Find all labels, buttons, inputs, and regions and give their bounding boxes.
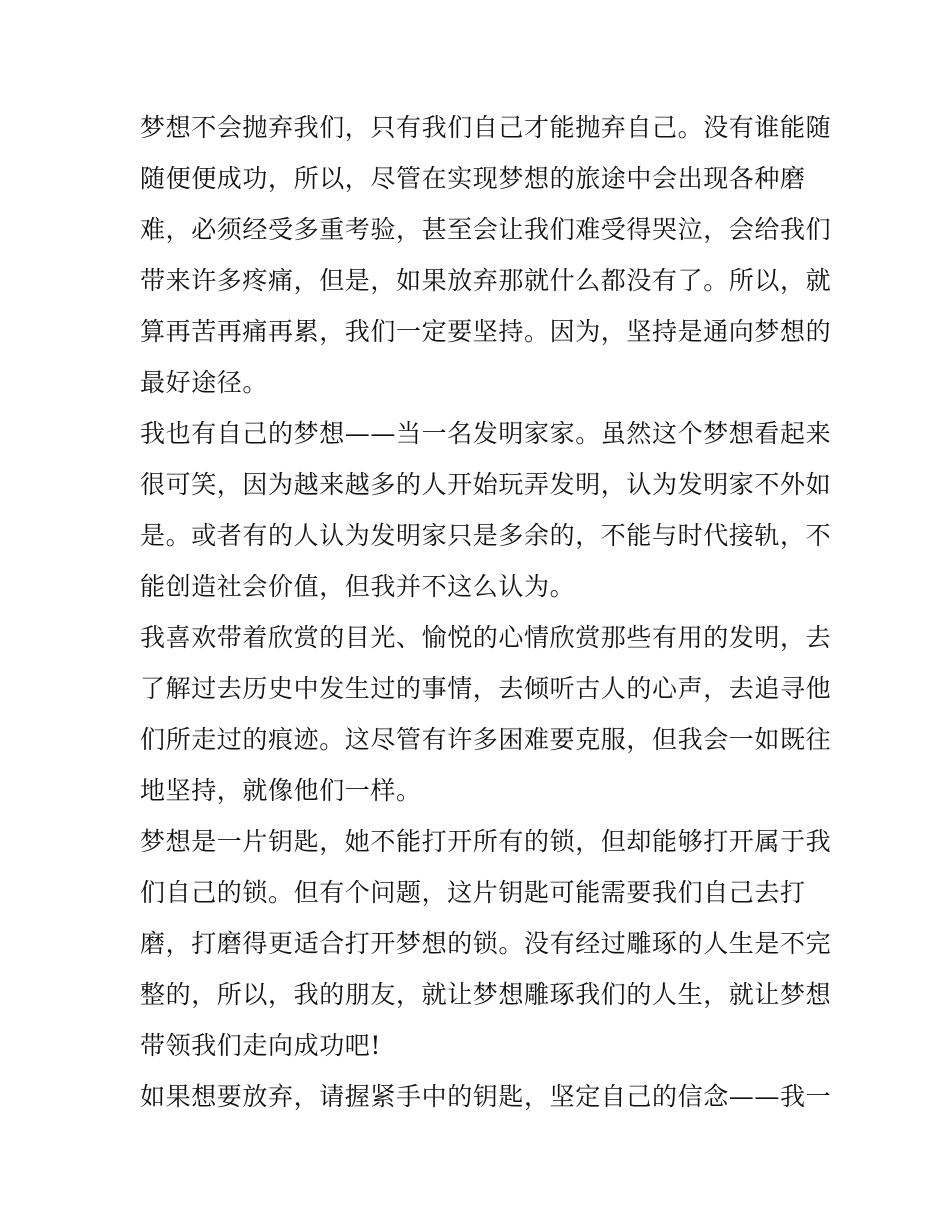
text-line: 磨，打磨得更适合打开梦想的锁。没有经过雕琢的人生是不完 <box>140 929 832 958</box>
text-line: 梦想是一片钥匙，她不能打开所有的锁，但却能够打开属于我 <box>140 827 832 856</box>
text-line: 们自己的锁。但有个问题，这片钥匙可能需要我们自己去打 <box>140 878 806 907</box>
text-line: 梦想不会抛弃我们，只有我们自己才能抛弃自己。没有谁能随 <box>140 113 832 142</box>
text-line: 带来许多疼痛，但是，如果放弃那就什么都没有了。所以，就 <box>140 266 832 295</box>
text-line: 地坚持，就像他们一样。 <box>140 776 422 805</box>
text-line: 我喜欢带着欣赏的目光、愉悦的心情欣赏那些有用的发明，去 <box>140 623 832 652</box>
text-line: 能创造社会价值，但我并不这么认为。 <box>140 572 576 601</box>
text-line: 整的，所以，我的朋友，就让梦想雕琢我们的人生，就让梦想 <box>140 980 832 1009</box>
text-line: 难，必须经受多重考验，甚至会让我们难受得哭泣，会给我们 <box>140 215 832 244</box>
text-line: 随便便成功，所以，尽管在实现梦想的旅途中会出现各种磨 <box>140 164 806 193</box>
text-line: 算再苦再痛再累，我们一定要坚持。因为，坚持是通向梦想的 <box>140 317 832 346</box>
text-line: 是。或者有的人认为发明家只是多余的，不能与时代接轨，不 <box>140 521 832 550</box>
text-line: 很可笑，因为越来越多的人开始玩弄发明，认为发明家不外如 <box>140 470 832 499</box>
text-line: 带领我们走向成功吧! <box>140 1031 382 1060</box>
text-line: 我也有自己的梦想——当一名发明家家。虽然这个梦想看起来 <box>140 419 832 448</box>
text-line: 了解过去历史中发生过的事情，去倾听古人的心声，去追寻他 <box>140 674 832 703</box>
text-line: 们所走过的痕迹。这尽管有许多困难要克服，但我会一如既往 <box>140 725 832 754</box>
text-line: 最好途径。 <box>140 368 269 397</box>
text-line: 如果想要放弃，请握紧手中的钥匙，坚定自己的信念——我一 <box>140 1082 832 1111</box>
